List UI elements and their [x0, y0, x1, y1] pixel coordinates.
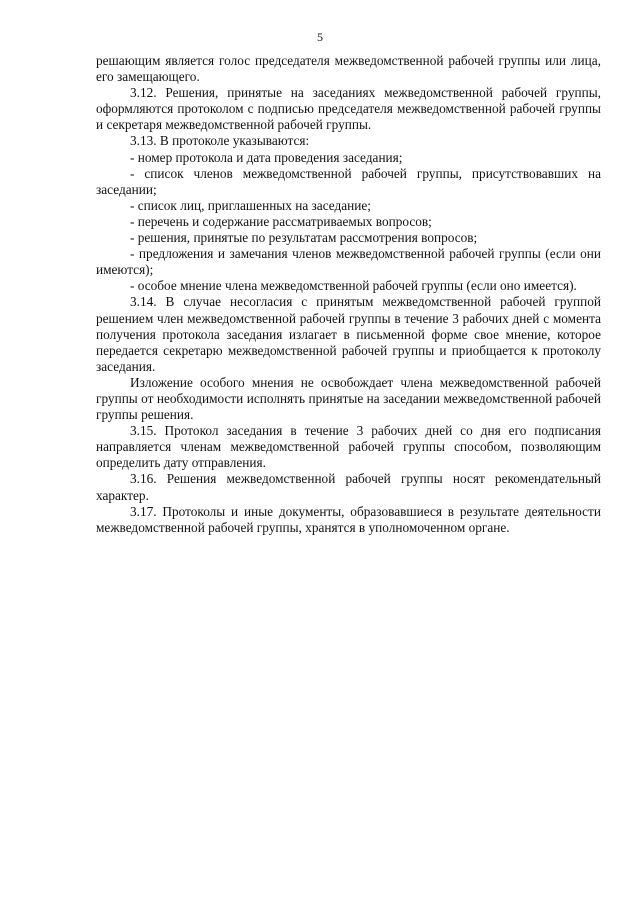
- paragraph-3-16: 3.16. Решения межведомственной рабочей группы носят рекомендательный характер.: [96, 471, 601, 503]
- paragraph-3-17: 3.17. Протоколы и иные документы, образовавшиеся в результате деятельности межведомственной рабочей группы, хранятся в уполномоченном органе.: [96, 503, 601, 535]
- list-item-decisions: - решения, принятые по результатам рассмотрения вопросов;: [130, 230, 478, 246]
- paragraph-3-15: 3.15. Протокол заседания в течение 3 рабочих дней со дня его подписания направляется членам межведомственной рабочей группы способом, позволяющим определить дату отправления.: [96, 423, 601, 471]
- paragraph-continuation: решающим является голос председателя межведомственной рабочей группы или лица, его замещающего.: [96, 53, 601, 85]
- paragraph-dissent-note: Изложение особого мнения не освобождает члена межведомственной рабочей группы от необходимости исполнять принятые на заседании межведомственной рабочей группы решения.: [96, 374, 601, 423]
- list-item-members-present: - список членов межведомственной рабочей группы, присутствовавших на заседании;: [96, 165, 601, 197]
- list-item-invited-persons: - список лиц, приглашенных на заседание;: [130, 197, 371, 213]
- paragraph-3-13: 3.13. В протоколе указываются:: [130, 133, 310, 149]
- document-body: [96, 53, 601, 536]
- list-item-proposals: - предложения и замечания членов межведомственной рабочей группы (если они имеются);: [96, 246, 601, 278]
- list-item-protocol-number: - номер протокола и дата проведения заседания;: [130, 149, 403, 165]
- list-item-questions: - перечень и содержание рассматриваемых вопросов;: [130, 213, 432, 229]
- paragraph-3-12: 3.12. Решения, принятые на заседаниях межведомственной рабочей группы, оформляются протоколом с подписью председателя межведомственной рабочей группы и секретаря межведомственной рабочей группы.: [96, 85, 601, 133]
- paragraph-3-14: 3.14. В случае несогласия с принятым межведомственной рабочей группой решением член межведомственной рабочей группы в течение 3 рабочих дней с момента получения протокола заседания излагает в письменной форме свое мнение, которое передается секретарю межведомственной рабочей группы и приобщается к протоколу заседания.: [96, 294, 601, 374]
- page-number: 5: [317, 30, 323, 44]
- list-item-dissenting-opinion: - особое мнение члена межведомственной рабочей группы (если оно имеется).: [130, 278, 577, 294]
